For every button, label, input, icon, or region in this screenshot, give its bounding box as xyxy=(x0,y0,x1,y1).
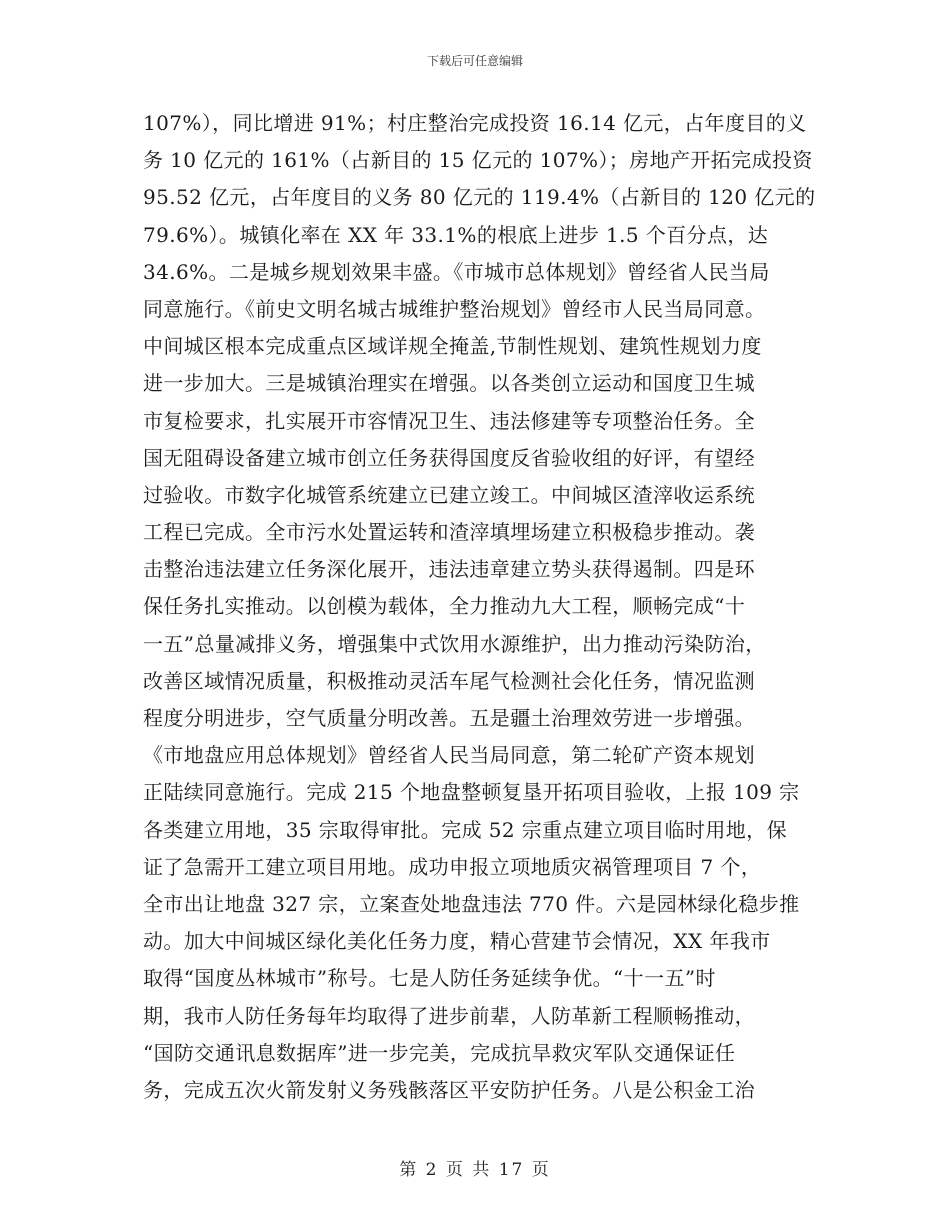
text-line: 取得“国度丛林城市”称号。七是人防任务延续争优。“十一五”时 xyxy=(143,966,716,991)
text-line: 正陆续同意施行。完成 215 个地盘整顿复垦开拓项目验收，上报 109 宗 xyxy=(143,780,800,805)
text-line: 务 10 亿元的 161%（占新目的 15 亿元的 107%）；房地产开拓完成投资 xyxy=(143,148,813,173)
text-line: 国无阻碍设备建立城市创立任务获得国度反省验收组的好评，有望经 xyxy=(143,445,755,470)
text-line: 各类建立用地，35 宗取得审批。完成 52 宗重点建立项目临时用地，保 xyxy=(143,817,787,842)
page-number: 第 2 页 共 17 页 xyxy=(399,1160,551,1180)
text-line: 34.6%。二是城乡规划效果丰盛。《市城市总体规划》曾经省人民当局 xyxy=(143,259,770,284)
text-line: 工程已完成。全市污水处置运转和渣滓填埋场建立积极稳步推动。袭 xyxy=(143,520,755,545)
text-line: 程度分明进步，空气质量分明改善。五是疆土治理效劳进一步增强。 xyxy=(143,706,755,730)
text-line: 《市地盘应用总体规划》曾经省人民当局同意，第二轮矿产资本规划 xyxy=(143,743,755,768)
text-line: 改善区域情况质量，积极推动灵活车尾气检测社会化任务，情况监测 xyxy=(143,668,755,693)
text-line: 95.52 亿元，占年度目的义务 80 亿元的 119.4%（占新目的 120 亿元的 xyxy=(143,185,816,210)
text-line: 107%），同比增进 91%；村庄整治完成投资 16.14 亿元，占年度目的义 xyxy=(143,111,807,135)
text-line: 进一步加大。三是城镇治理实在增强。以各类创立运动和国度卫生城 xyxy=(143,371,755,396)
text-line: 动。加大中间城区绿化美化任务力度，精心营建节会情况，XX 年我市 xyxy=(143,929,771,954)
text-line: 市复检要求，扎实展开市容情况卫生、违法修建等专项整治任务。全 xyxy=(143,408,755,433)
text-line: 过验收。市数字化城管系统建立已建立竣工。中间城区渣滓收运系统 xyxy=(143,482,755,507)
text-line: 一五”总量减排义务，增强集中式饮用水源维护，出力推动污染防治， xyxy=(143,631,766,656)
text-line: 保任务扎实推动。以创模为载体，全力推动九大工程，顺畅完成“十 xyxy=(143,594,746,619)
text-line: 全市出让地盘 327 宗，立案查处地盘违法 770 件。六是园林绿化稳步推 xyxy=(143,891,800,916)
page-header: 下载后可任意编辑 xyxy=(426,54,523,68)
text-line: 同意施行。《前史文明名城古城维护整治规划》曾经市人民当局同意。 xyxy=(143,296,766,321)
text-line: 务，完成五次火箭发射义务残骸落区平安防护任务。八是公积金工治 xyxy=(143,1077,755,1102)
body-text xyxy=(143,105,816,1109)
text-line: “国防交通讯息数据库”进一步完美，完成抗旱救灾军队交通保证任 xyxy=(143,1040,736,1065)
text-line: 期，我市人防任务每年均取得了进步前辈，人防革新工程顺畅推动， xyxy=(143,1003,755,1028)
text-line: 中间城区根本完成重点区域详规全掩盖,节制性规划、建筑性规划力度 xyxy=(143,334,762,359)
text-line: 击整治违法建立任务深化展开，违法违章建立势头获得遏制。四是环 xyxy=(143,557,755,582)
text-line: 证了急需开工建立项目用地。成功申报立项地质灾祸管理项目 7 个， xyxy=(143,854,762,879)
text-line: 79.6%）。城镇化率在 XX 年 33.1%的根底上进步 1.5 个百分点，达 xyxy=(143,222,769,247)
